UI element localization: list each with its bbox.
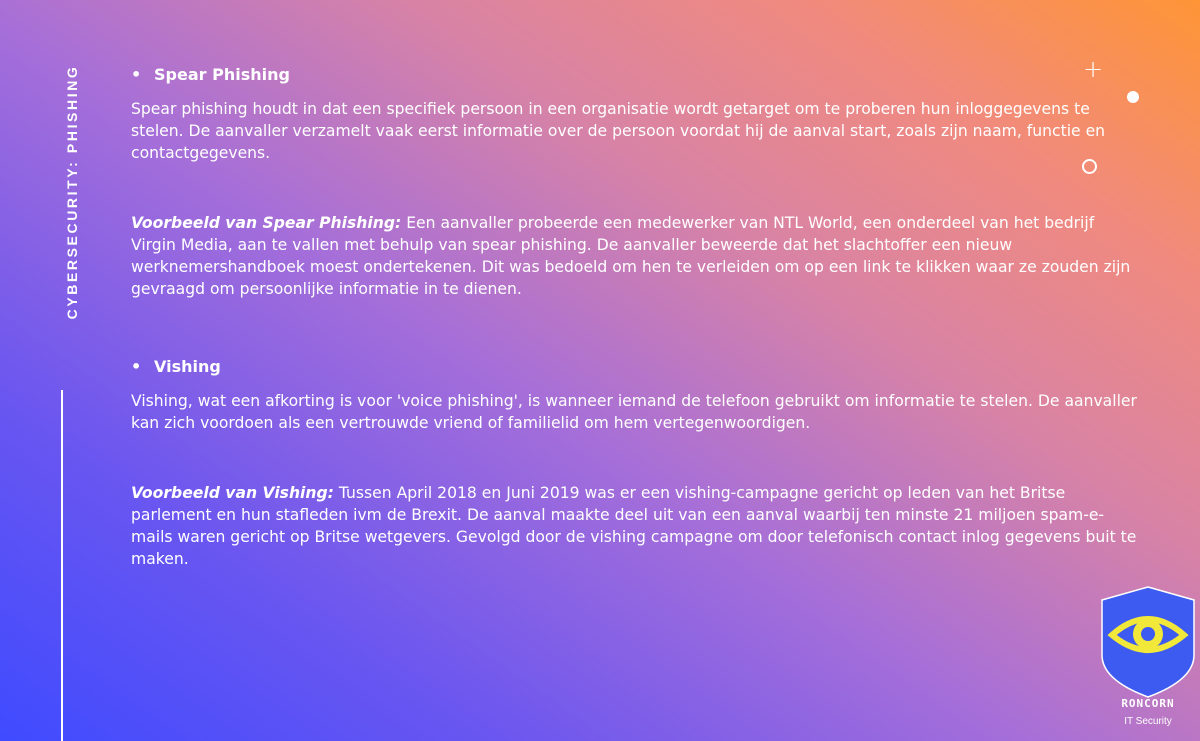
section-body-vishing: Vishing, wat een afkorting is voor 'voice phishing', is wanneer iemand de telefoon gebruikt om informatie te stelen. De aanvaller kan zich voordoen als een vertrouwde vriend of familielid om hem vertegenwoordigen. <box>131 392 1137 432</box>
vertical-divider-line <box>61 390 63 741</box>
example-spear-phishing <box>131 212 1141 300</box>
example-lead-spear-phishing: Voorbeeld van Spear Phishing: <box>131 214 402 232</box>
example-text-spear-phishing: Een aanvaller probeerde een medewerker van NTL World, een onderdeel van het bedrijf Virgin Media, aan te vallen met behulp van spear phishing. De aanvaller beweerde dat het slachtoffer een nieuw werknemershandboek moest ondertekenen. Dit was bedoeld om hen te verleiden om op een link te klikken waar ze zouden zijn gevraagd om persoonlijke informatie in te dienen. <box>131 214 1131 298</box>
brand-subtitle: IT Security <box>1124 716 1172 727</box>
section-body-spear-phishing: Spear phishing houdt in dat een specifiek persoon in een organisatie wordt getarget om te proberen hun inloggegevens te stelen. De aanvaller verzamelt vaak eerst informatie over de persoon voordat hij de aanval start, zoals zijn naam, functie en contactgegevens. <box>131 100 1106 162</box>
example-vishing <box>131 482 1141 570</box>
section-heading-spear-phishing: • Spear Phishing <box>131 64 1141 86</box>
brand-name: RONCORN <box>1121 697 1175 710</box>
roncorn-shield-logo-icon <box>1098 585 1198 735</box>
example-lead-vishing: Voorbeeld van Vishing: <box>131 484 334 502</box>
main-content <box>131 64 1141 570</box>
example-text-vishing: Tussen April 2018 en Juni 2019 was er een vishing-campagne gericht op leden van het Britse parlement en hun stafleden ivm de Brexit. De aanval maakte deel uit van een aanval waarbij ten minste 21 miljoen spam-e-mails waren gericht op Britse wetgevers. Gevolgd door de vishing campagne om door telefonisch contact inlog gegevens buit te maken. <box>131 484 1137 568</box>
plus-decoration-icon: + <box>1083 55 1104 83</box>
vertical-section-label: CYBERSECURITY: PHISHING <box>64 64 80 320</box>
section-heading-vishing: • Vishing <box>131 356 1141 378</box>
